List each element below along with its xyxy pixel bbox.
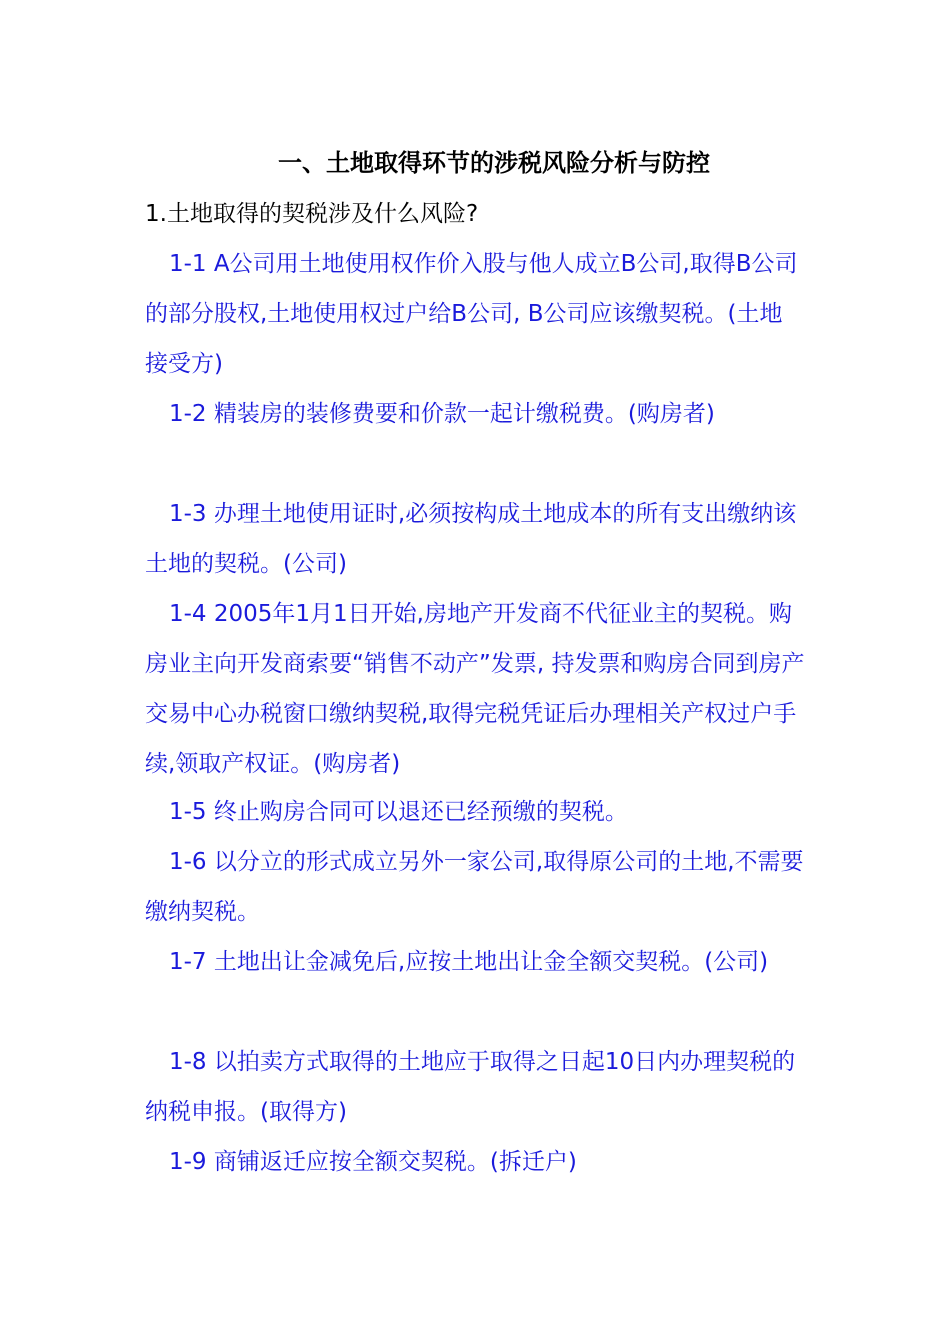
question-heading: 1.土地取得的契税涉及什么风险? (145, 201, 479, 227)
risk-item-1-4: 1-4 2005年1月1日开始,房地产开发商不代征业主的契税。购房业主向开发商索要“销售不动产”发票, 持发票和购房合同到房产交易中心办税窗口缴纳契税,取得完税凭证后办理相关产权过户手续,领取产权证。(购房者) (145, 601, 805, 777)
risk-item-1-6: 1-6 以分立的形式成立另外一家公司,取得原公司的土地,不需要缴纳契税。 (145, 849, 804, 925)
risk-item-1-5: 1-5 终止购房合同可以退还已经预缴的契税。 (169, 799, 628, 825)
risk-item-1-8: 1-8 以拍卖方式取得的土地应于取得之日起10日内办理契税的纳税申报。(取得方) (145, 1049, 796, 1125)
risk-item-1-2: 1-2 精装房的装修费要和价款一起计缴税费。(购房者) (169, 401, 715, 427)
risk-item-1-9: 1-9 商铺返迁应按全额交契税。(拆迁户) (169, 1149, 577, 1175)
section-title: 一、土地取得环节的涉税风险分析与防控 (278, 149, 710, 177)
risk-item-1-3: 1-3 办理土地使用证时,必须按构成土地成本的所有支出缴纳该土地的契税。(公司) (145, 501, 797, 577)
risk-item-1-7: 1-7 土地出让金减免后,应按土地出让金全额交契税。(公司) (169, 949, 769, 975)
risk-item-1-1: 1-1 A公司用土地使用权作价入股与他人成立B公司,取得B公司的部分股权,土地使用权过户给B公司, B公司应该缴契税。(土地接受方) (145, 251, 798, 377)
